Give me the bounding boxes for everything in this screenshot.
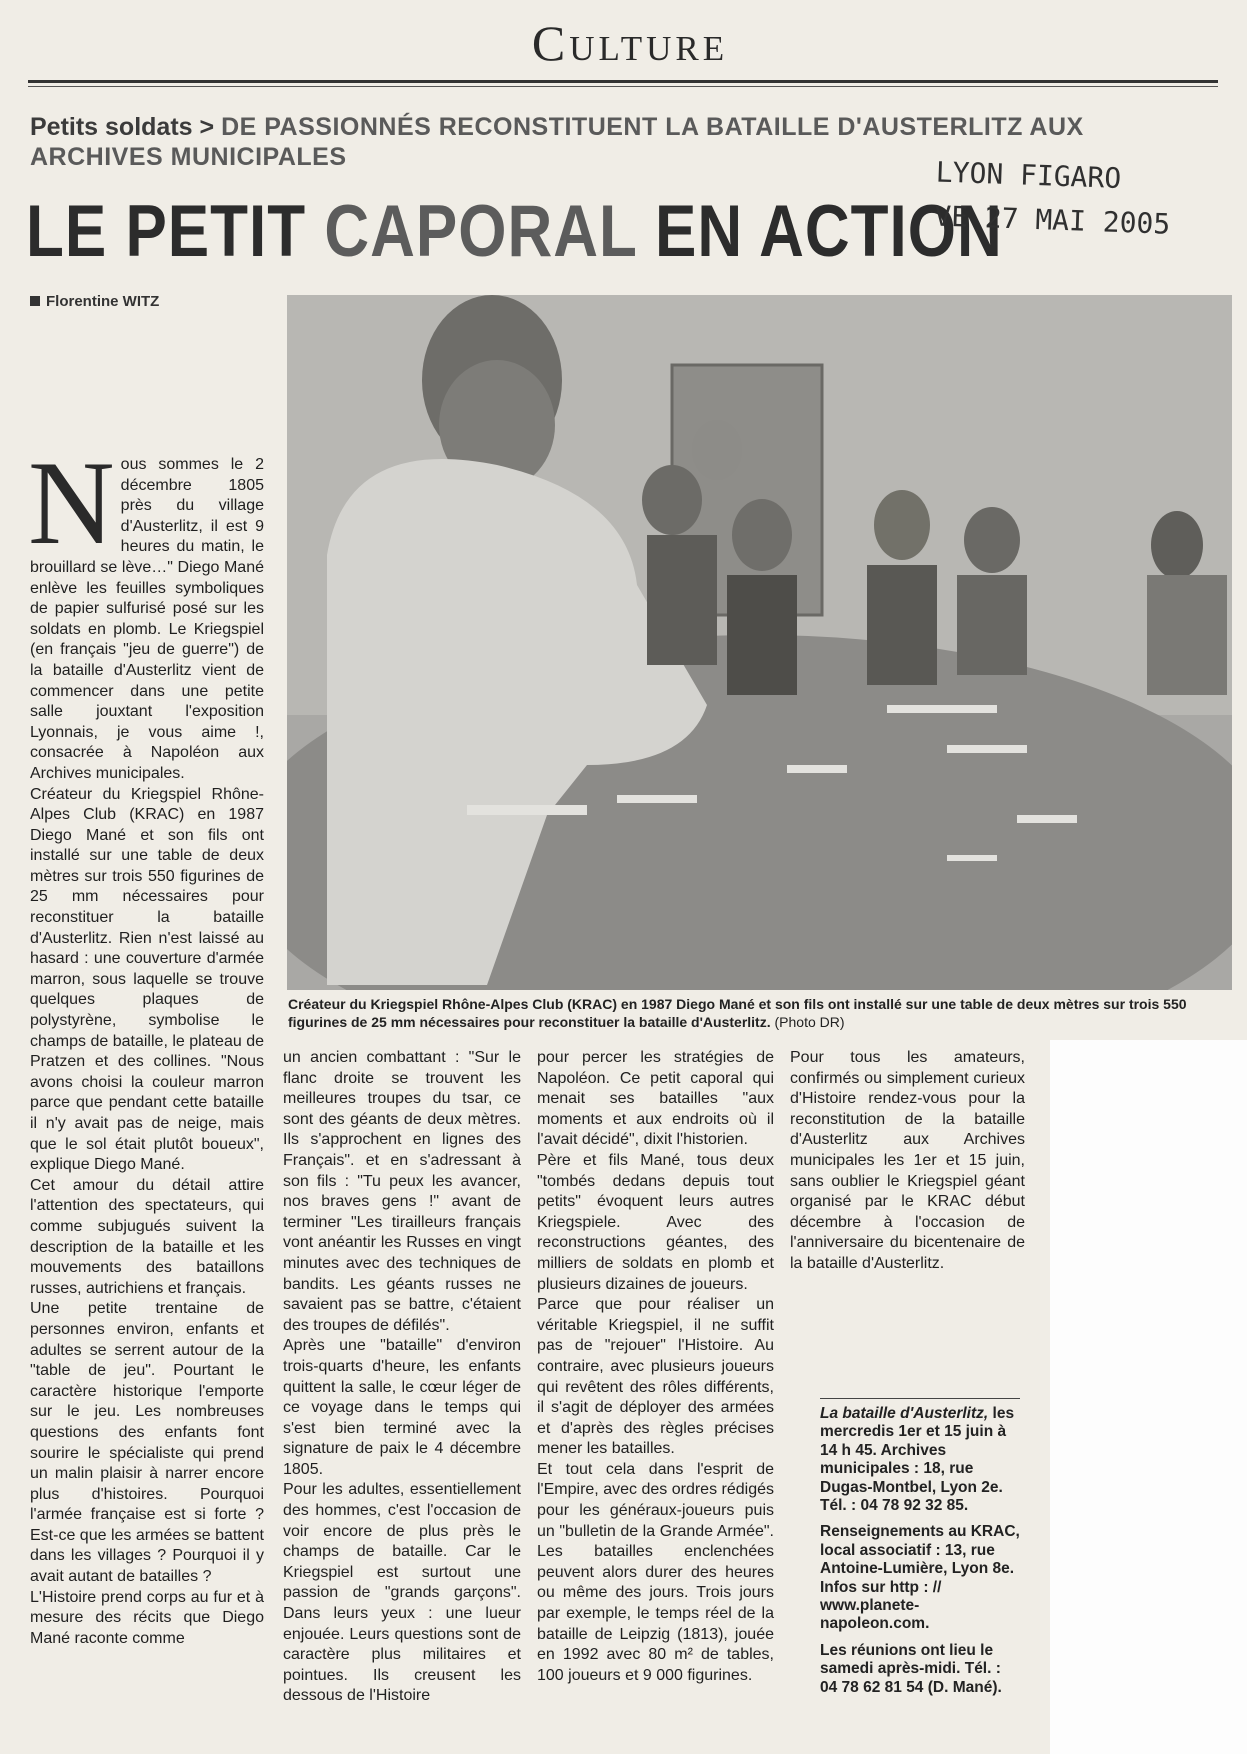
col2-para-3: Pour les adultes, essentiellement des hommes, c'est l'occasion de voir encore de plus près le champs de bataille. Car le Kriegspiel est surtout une passion de "grands garçons". Dans leurs yeux : une lueur enjouée. Leurs questions sont de caractère plus militaires et pointues. Ils creusent les dessous de l'Histoire bbox=[283, 1481, 521, 1705]
body-column-1 bbox=[28, 436, 264, 1649]
col1-para-5: L'Histoire prend corps au fur et à mesure des récits que Diego Mané raconte comme bbox=[30, 1588, 264, 1647]
headline-part2: CAPORAL bbox=[324, 191, 637, 273]
photo-credit: (Photo DR) bbox=[774, 1014, 845, 1030]
section-label: Culture bbox=[531, 15, 729, 71]
col1-para-4: Une petite trentaine de personnes environ, enfants et adultes se serrent autour de la "table de jeu". Pourtant le caractère historique l'emporte sur le jeu. Les nombreuses questions des enfants font sourire le spécialiste qui prend un malin plaisir à narrer encore plus d'histoires. Pourquoi l'armée française est si forte ? Est-ce que les armées se battent dans les villages ? Pourquoi il y avait autant de batailles ? bbox=[30, 1300, 264, 1586]
adjacent-page-bleed bbox=[1110, 95, 1247, 355]
headline-part1: LE PETIT bbox=[26, 191, 307, 273]
kicker-lead: Petits soldats > bbox=[30, 113, 215, 141]
info-line-3: Les réunions ont lieu le samedi après-midi. Tél. : 04 78 62 81 54 (D. Mané). bbox=[820, 1641, 1002, 1696]
col1-para-3: Cet amour du détail attire l'attention des spectateurs, qui comme subjugués suivent la description de la bataille et les mouvements des bataillons russes, autrichiens et français. bbox=[30, 1176, 264, 1297]
drop-cap: N bbox=[28, 436, 115, 569]
info-line-1: les mercredis 1er et 15 juin à 14 h 45. Archives municipales : 18, rue Dugas-Montbel, Lyon 2e. Tél. : 04 78 92 32 85. bbox=[820, 1405, 1015, 1515]
photo-illustration bbox=[287, 295, 1232, 990]
col3-para-4: Et tout cela dans l'esprit de l'Empire, avec des ordres rédigés pour les généraux-joueurs puis un "bulletin de la Grande Armée". Les batailles enclenchées peuvent alors durer des heures ou même des jours. Trois jours par exemple, le temps réel de la bataille de Leipzig (1813), jouée en 1992 avec 80 m² de tables, 100 joueurs et 9 000 figurines. bbox=[537, 1460, 774, 1684]
byline-square-icon bbox=[30, 296, 40, 306]
body-column-3 bbox=[537, 1048, 774, 1686]
col3-para-3: Parce que pour réaliser un véritable Kriegspiel, il ne suffit pas de "rejouer" l'Histoire. Au contraire, avec plusieurs joueurs qui revêtent des rôles différents, il s'agit de déployer des armées et d'après des règles précises mener les batailles. bbox=[537, 1296, 774, 1458]
info-title: La bataille d'Austerlitz, bbox=[820, 1405, 989, 1422]
headline bbox=[26, 190, 1003, 274]
col2-para-1: un ancien combattant : "Sur le flanc droite se trouvent les meilleures troupes du tsar, ce sont des géants de deux mètres. Ils s'approchent en lignes des Français". et en s'adressant à son fils : "Tu peux les avancer, nos braves gens !" avant de terminer "Les tirailleurs français vont anéantir les Russes en vingt minutes avec des techniques de bandits. Les géants russes ne savaient pas se battre, c'étaient des troupes de défilés". bbox=[283, 1049, 521, 1334]
col3-para-2: Père et fils Mané, tous deux "tombés dedans depuis tout petits" évoquent leurs autres Kriegspiele. Avec des reconstructions géantes, des milliers de soldats en plomb et plusieurs dizaines de joueurs. bbox=[537, 1151, 774, 1293]
photo-caption bbox=[288, 995, 1233, 1031]
col4-para-1: Pour tous les amateurs, confirmés ou simplement curieux d'Histoire rendez-vous pour la reconstitution de la bataille d'Austerlitz aux Archives municipales les 1er et 15 juin, sans oublier le Kriegspiel géant organisé par le KRAC début décembre à l'occasion de l'anniversaire du bicentenaire de la bataille d'Austerlitz. bbox=[790, 1049, 1025, 1272]
top-rule-thin bbox=[28, 86, 1218, 87]
photo-caption-text: Créateur du Kriegspiel Rhône-Alpes Club (KRAC) en 1987 Diego Mané et son fils ont installé sur une table de deux mètres sur trois 550 figurines de 25 mm nécessaires pour reconstituer la bataille d'Austerlitz. bbox=[288, 996, 1187, 1030]
handwritten-line1: LYON FIGARO bbox=[935, 155, 1122, 195]
byline-author: Florentine WITZ bbox=[46, 293, 160, 310]
info-box bbox=[820, 1405, 1022, 1705]
col2-para-2: Après une "bataille" d'environ trois-quarts d'heure, les enfants quittent la salle, le cœur léger de ce voyage dans le temps qui s'est bien terminé avec la signature de paix le 4 décembre 1805. bbox=[283, 1337, 521, 1478]
kicker-text: DE PASSIONNÉS RECONSTITUENT LA BATAILLE D'AUSTERLITZ AUX ARCHIVES MUNICIPALES bbox=[30, 113, 1084, 171]
headline-part3: EN ACTION bbox=[655, 191, 1003, 273]
body-column-2 bbox=[283, 1048, 521, 1707]
col1-para-2: Créateur du Kriegspiel Rhône-Alpes Club (KRAC) en 1987 Diego Mané et son fils ont installé sur une table de deux mètres sur trois 550 figurines de 25 mm nécessaires pour reconstituer la bataille d'Austerlitz. Rien n'est laissé au hasard : une couverture d'armée marron, sous laquelle se trouve quelques plaques de polystyrène, symbolise le champs de bataille, le plateau de Pratzen et des collines. "Nous avons choisi la couleur marron parce que pendant cette bataille il n'y avait pas de neige, mais que le sol était plutôt boueux", explique Diego Mané. bbox=[30, 785, 264, 1174]
info-line-2: Renseignements au KRAC, local associatif : 13, rue Antoine-Lumière, Lyon 8e. Infos sur http : // www.planete-napoleon.com. bbox=[820, 1523, 1020, 1633]
handwritten-line2: VE 27 MAI 2005 bbox=[933, 199, 1171, 241]
top-rule bbox=[28, 80, 1218, 83]
article-photo bbox=[287, 295, 1232, 990]
body-column-4 bbox=[790, 1048, 1025, 1275]
byline bbox=[30, 293, 159, 310]
blank-area bbox=[1050, 1040, 1247, 1754]
info-box-rule bbox=[820, 1398, 1020, 1399]
col1-para-1: ous sommes le 2 décembre 1805 près du village d'Austerlitz, il est 9 heures du matin, le brouillard se lève…" Diego Mané enlève les feuilles symboliques de papier sulfurisé posé sur les soldats en plomb. Le Kriegspiel (en français "jeu de guerre") de la bataille d'Austerlitz vient de commencer dans une petite salle jouxtant l'exposition Lyonnais, je vous aime !, consacrée à Napoléon aux Archives municipales. bbox=[30, 456, 264, 782]
col3-para-1: pour percer les stratégies de Napoléon. Ce petit caporal qui menait ses batailles "aux moments et aux endroits où il l'avait décidé", dixit l'historien. bbox=[537, 1049, 774, 1149]
